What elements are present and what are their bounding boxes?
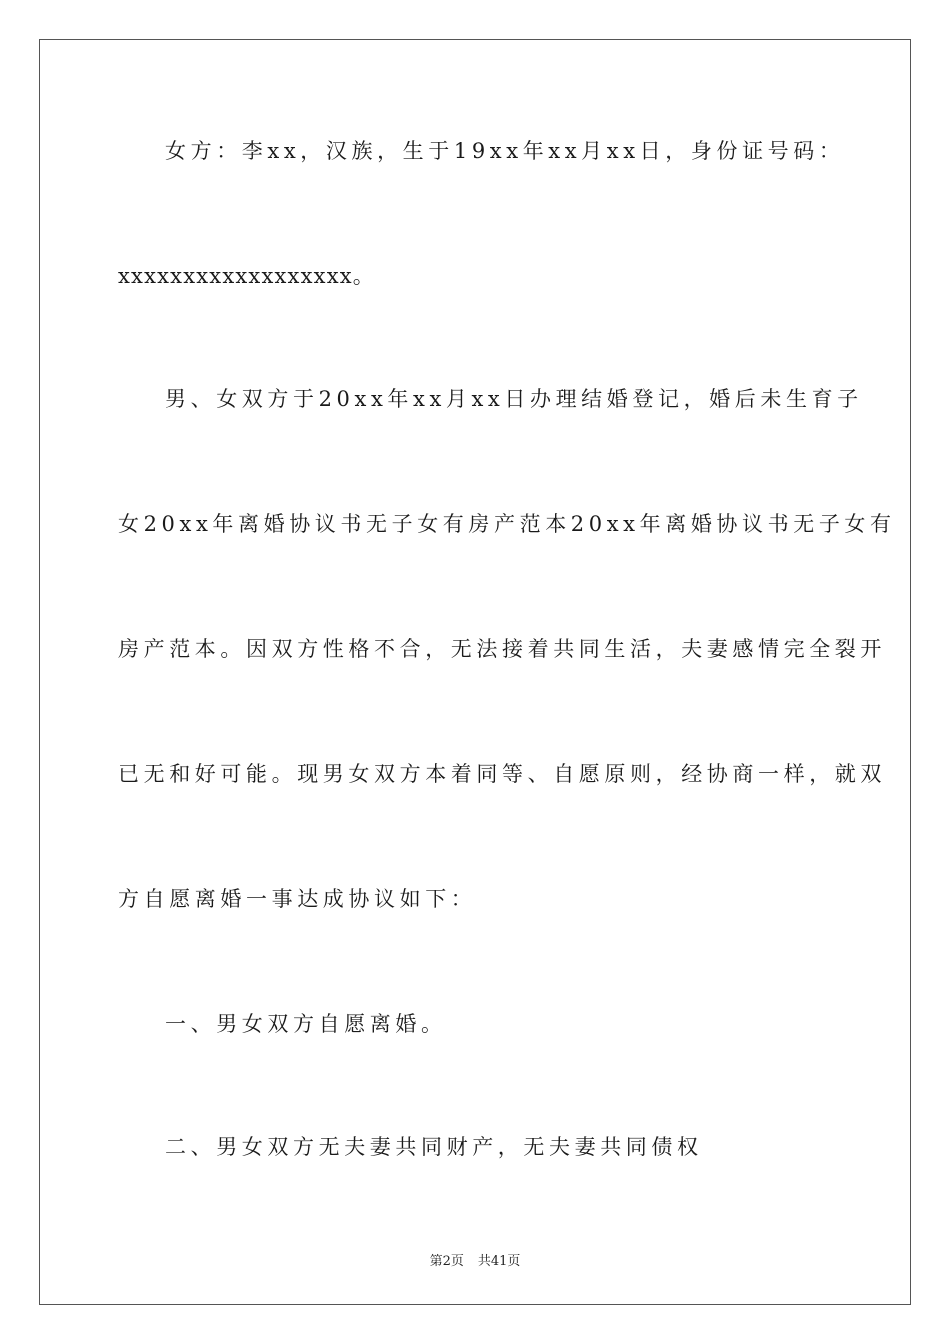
paragraph-line-body-4: 方自愿离婚一事达成协议如下： bbox=[118, 887, 477, 911]
paragraph-line-body-2: 房产范本。因双方性格不合，无法接着共同生活，夫妻感情完全裂开 bbox=[118, 637, 886, 661]
paragraph-line-marriage-registration: 男、女双方于20xx年xx月xx日办理结婚登记，婚后未生育子 bbox=[165, 387, 863, 411]
page-footer bbox=[0, 1250, 950, 1269]
page-total: 共41页 bbox=[477, 1254, 521, 1269]
page-number: 第2页 bbox=[429, 1254, 464, 1269]
clause-1: 一、男女双方自愿离婚。 bbox=[165, 1012, 447, 1036]
paragraph-line-wife-info: 女方：李xx，汉族，生于19xx年xx月xx日，身份证号码： bbox=[165, 139, 845, 163]
paragraph-line-body-1: 女20xx年离婚协议书无子女有房产范本20xx年离婚协议书无子女有 bbox=[118, 512, 896, 536]
paragraph-line-body-3: 已无和好可能。现男女双方本着同等、自愿原则，经协商一样，就双 bbox=[118, 762, 886, 786]
page-border bbox=[39, 39, 911, 1305]
paragraph-line-id-number: xxxxxxxxxxxxxxxxxx。 bbox=[118, 264, 375, 288]
clause-2: 二、男女双方无夫妻共同财产，无夫妻共同债权 bbox=[165, 1135, 703, 1159]
